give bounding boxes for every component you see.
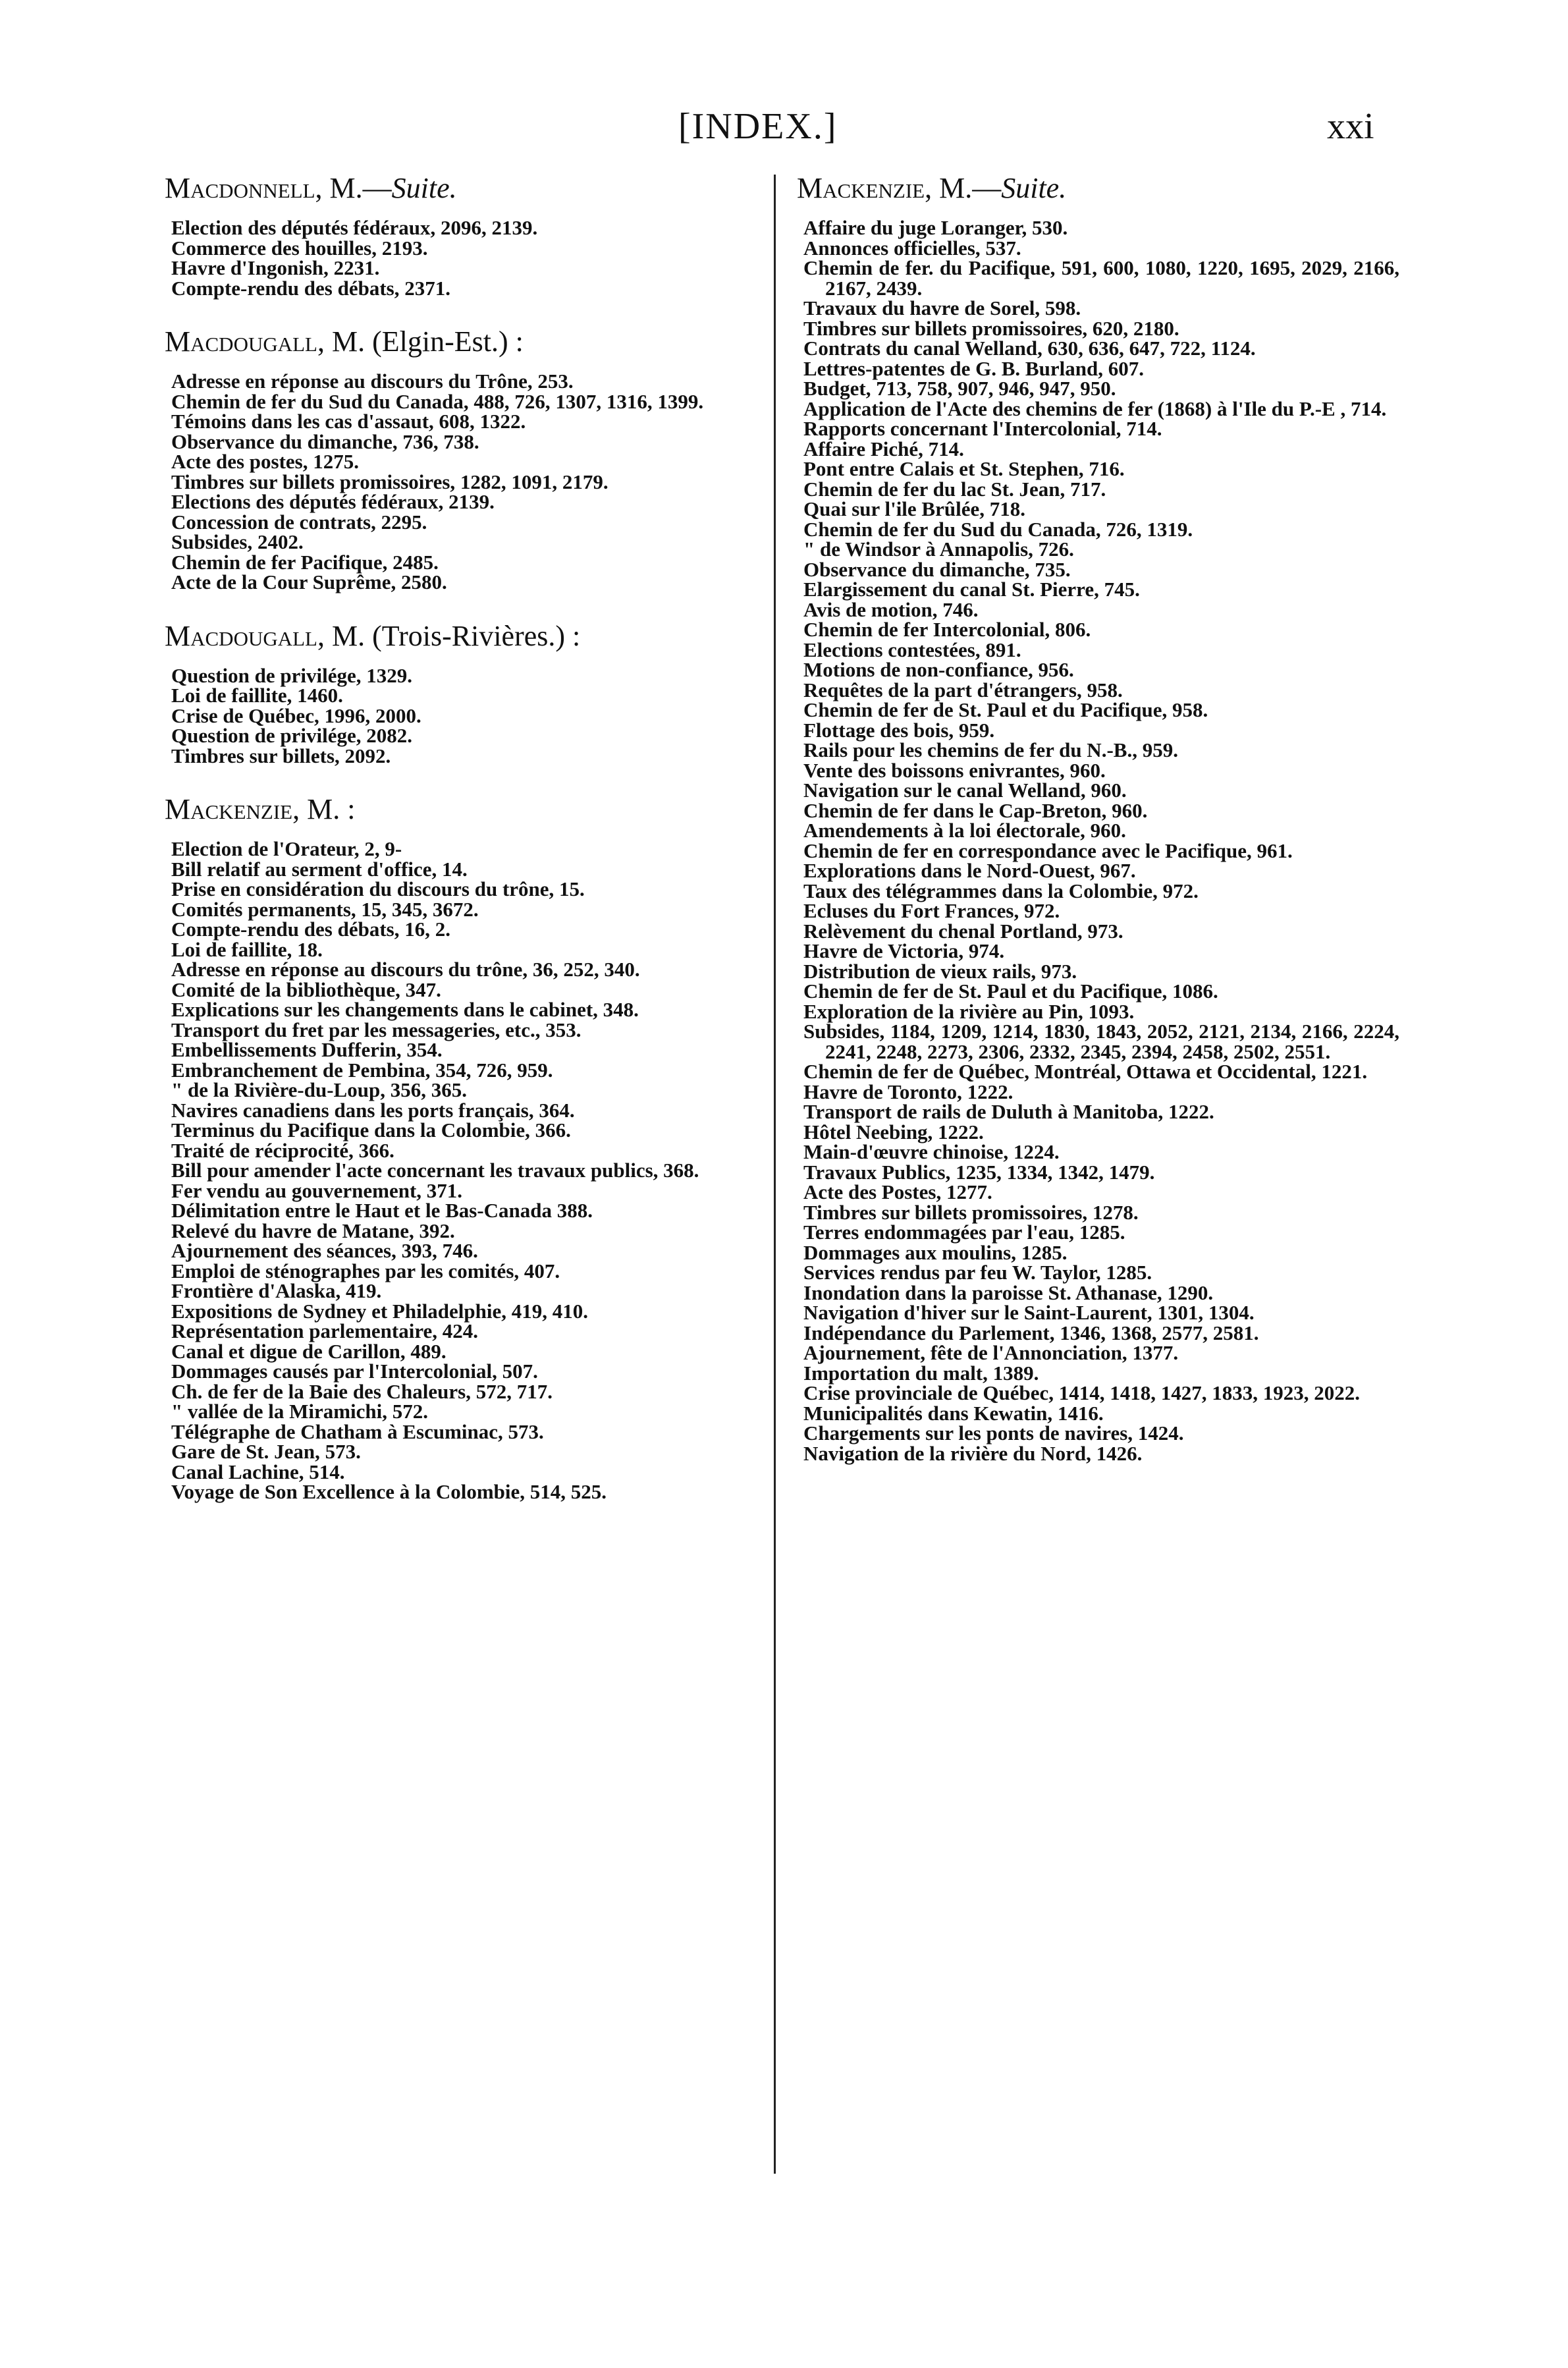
index-entry: Quai sur l'ile Brûlée, 718.: [803, 497, 1025, 520]
index-entry: Canal et digue de Carillon, 489.: [171, 1339, 446, 1363]
heading-name: Mackenzie, M.: [165, 793, 340, 825]
index-entry: Amendements à la loi électorale, 960.: [803, 819, 1126, 842]
entry-list: [171, 663, 764, 767]
index-entry: Acte des Postes, 1277.: [803, 1180, 992, 1203]
index-entry: Rails pour les chemins de fer du N.-B., 959.: [803, 738, 1178, 761]
index-section: [797, 171, 1399, 1465]
index-entry: Voyage de Son Excellence à la Colombie, 514, 525.: [171, 1480, 607, 1503]
heading-qualifier: Suite.: [391, 172, 457, 204]
index-entry: Embellissements Dufferin, 354.: [171, 1038, 443, 1061]
page-number: xxi: [1327, 106, 1374, 147]
entry-list: [803, 218, 1399, 1464]
index-entry: Timbres sur billets promissoires, 1278.: [803, 1200, 1139, 1224]
entry-list: [171, 218, 764, 298]
index-entry: Explorations dans le Nord-Ouest, 967.: [803, 859, 1136, 882]
index-entry: Traité de réciprocité, 366.: [171, 1138, 394, 1162]
index-entry: Observance du dimanche, 736, 738.: [171, 429, 479, 453]
index-entry: Travaux du havre de Sorel, 598.: [803, 296, 1081, 319]
index-entry: Requêtes de la part d'étrangers, 958.: [803, 678, 1123, 702]
heading-suffix: (Elgin-Est.) :: [365, 325, 524, 358]
index-entry: Chemin de fer Intercolonial, 806.: [803, 618, 1091, 641]
index-entry: Relevé du havre de Matane, 392.: [171, 1219, 455, 1242]
heading-suffix: :: [340, 793, 356, 825]
index-entry: Subsides, 2402.: [171, 530, 304, 553]
index-entry: Transport du fret par les messageries, etc., 353.: [171, 1018, 581, 1041]
index-entry: Timbres sur billets promissoires, 1282, 1091, 2179.: [171, 470, 608, 493]
index-entry: Contrats du canal Welland, 630, 636, 647, 722, 1124.: [803, 337, 1256, 360]
heading-suffix: (Trois-Rivières.) :: [365, 619, 581, 652]
index-entry: Indépendance du Parlement, 1346, 1368, 2577, 2581.: [803, 1321, 1259, 1344]
index-entry: Annonces officielles, 537.: [803, 236, 1021, 260]
index-entry: " de Windsor à Annapolis, 726.: [803, 537, 1074, 561]
heading-suffix: —: [972, 172, 1002, 204]
index-entry: Travaux Publics, 1235, 1334, 1342, 1479.: [803, 1160, 1155, 1184]
heading-name: Mackenzie, M.: [797, 172, 973, 204]
index-entry: Timbres sur billets promissoires, 620, 2180.: [803, 316, 1179, 340]
index-entry: Chemin de fer en correspondance avec le Pacifique, 961.: [803, 839, 1293, 862]
index-entry: Affaire Piché, 714.: [803, 437, 964, 460]
index-entry: Question de privilége, 1329.: [171, 663, 412, 687]
index-entry: " vallée de la Miramichi, 572.: [171, 1400, 428, 1423]
index-entry: Election des députés fédéraux, 2096, 2139.: [171, 216, 538, 239]
entry-list: [171, 372, 764, 593]
index-entry: Fer vendu au gouvernement, 371.: [171, 1178, 463, 1202]
index-entry: Chemin de fer de St. Paul et du Pacifique, 958.: [803, 698, 1208, 721]
index-entry: Transport de rails de Duluth à Manitoba, 1222.: [803, 1100, 1214, 1123]
left-column: [165, 171, 764, 1529]
index-entry: Crise provinciale de Québec, 1414, 1418, 1427, 1833, 1923, 2022.: [803, 1381, 1360, 1404]
index-entry: Chemin de fer dans le Cap-Breton, 960.: [803, 798, 1148, 822]
index-entry: Comité de la bibliothèque, 347.: [171, 977, 441, 1001]
index-entry: Télégraphe de Chatham à Escuminac, 573.: [171, 1419, 544, 1443]
index-entry: Hôtel Neebing, 1222.: [803, 1120, 984, 1143]
index-entry: Terminus du Pacifique dans la Colombie, 366.: [171, 1118, 571, 1142]
index-entry: Motions de non-confiance, 956.: [803, 658, 1074, 681]
index-entry: Adresse en réponse au discours du Trône, 253.: [171, 370, 574, 393]
index-entry: Témoins dans les cas d'assaut, 608, 1322.: [171, 410, 526, 433]
index-entry: Ajournement, fête de l'Annonciation, 1377.: [803, 1341, 1179, 1364]
index-entry: Loi de faillite, 18.: [171, 937, 323, 961]
index-entry: Ch. de fer de la Baie des Chaleurs, 572, 717.: [171, 1379, 553, 1403]
right-column: [797, 171, 1399, 1490]
index-entry: Havre d'Ingonish, 2231.: [171, 256, 380, 279]
index-entry: Emploi de sténographes par les comités, 407.: [171, 1259, 560, 1282]
index-entry: Rapports concernant l'Intercolonial, 714.: [803, 417, 1162, 440]
heading-name: Macdonnell, M.: [165, 172, 363, 204]
index-entry: Chemin de fer de St. Paul et du Pacifique, 1086.: [803, 979, 1218, 1003]
index-entry: Représentation parlementaire, 424.: [171, 1319, 479, 1342]
index-entry: Acte des postes, 1275.: [171, 450, 359, 473]
index-entry: Commerce des houilles, 2193.: [171, 236, 428, 260]
index-entry: Chemin de fer Pacifique, 2485.: [171, 550, 439, 574]
index-entry: Bill pour amender l'acte concernant les travaux publics, 368.: [171, 1159, 699, 1182]
index-entry: Exploration de la rivière au Pin, 1093.: [803, 999, 1135, 1023]
index-entry: Explications sur les changements dans le cabinet, 348.: [171, 998, 639, 1021]
index-entry: Services rendus par feu W. Taylor, 1285.: [803, 1261, 1152, 1284]
index-entry: Embranchement de Pembina, 354, 726, 959.: [171, 1058, 553, 1082]
index-entry: Ecluses du Fort Frances, 972.: [803, 899, 1060, 922]
heading-name: Macdougall, M.: [165, 325, 365, 358]
index-entry: Acte de la Cour Suprême, 2580.: [171, 570, 447, 593]
section-heading: [797, 171, 1399, 205]
index-entry: Chargements sur les ponts de navires, 1424.: [803, 1421, 1184, 1445]
index-entry: Compte-rendu des débats, 16, 2.: [171, 918, 450, 941]
index-entry: Relèvement du chenal Portland, 973.: [803, 919, 1123, 943]
heading-name: Macdougall, M.: [165, 619, 365, 652]
index-entry: Navigation d'hiver sur le Saint-Laurent, 1301, 1304.: [803, 1301, 1255, 1324]
index-entry: Comités permanents, 15, 345, 3672.: [171, 897, 479, 921]
index-entry: " de la Rivière-du-Loup, 356, 365.: [171, 1078, 467, 1101]
index-entry: Canal Lachine, 514.: [171, 1460, 345, 1483]
index-entry: Navires canadiens dans les ports français, 364.: [171, 1098, 575, 1122]
index-entry: Lettres-patentes de G. B. Burland, 607.: [803, 356, 1144, 380]
index-entry: Bill relatif au serment d'office, 14.: [171, 857, 468, 881]
index-entry: Question de privilége, 2082.: [171, 724, 412, 747]
index-entry: Concession de contrats, 2295.: [171, 510, 427, 534]
index-section: [165, 792, 764, 1503]
index-entry: Navigation de la rivière du Nord, 1426.: [803, 1441, 1143, 1465]
index-entry: Vente des boissons enivrantes, 960.: [803, 758, 1106, 782]
index-entry: Chemin de fer du Sud du Canada, 726, 1319.: [803, 517, 1193, 541]
index-entry: Flottage des bois, 959.: [803, 718, 995, 742]
index-entry: Frontière d'Alaska, 419.: [171, 1279, 382, 1302]
index-entry: Délimitation entre le Haut et le Bas-Canada 388.: [171, 1199, 593, 1222]
entry-list: [171, 839, 764, 1502]
index-entry: Avis de motion, 746.: [803, 597, 979, 621]
index-entry: Havre de Victoria, 974.: [803, 939, 1005, 962]
index-entry: Timbres sur billets, 2092.: [171, 744, 391, 767]
heading-qualifier: Suite.: [1001, 172, 1067, 204]
section-heading: [165, 792, 764, 826]
index-entry: Dommages aux moulins, 1285.: [803, 1240, 1068, 1264]
index-entry: Inondation dans la paroisse St. Athanase, 1290.: [803, 1280, 1214, 1304]
index-section: [165, 325, 764, 593]
index-entry: Adresse en réponse au discours du trône, 36, 252, 340.: [171, 958, 640, 981]
page-title: [INDEX.]: [678, 106, 838, 147]
index-entry: Taux des télégrammes dans la Colombie, 972.: [803, 879, 1199, 902]
index-entry: Gare de St. Jean, 573.: [171, 1440, 361, 1463]
index-entry: Chemin de fer du Sud du Canada, 488, 726, 1307, 1316, 1399.: [171, 389, 704, 413]
index-entry: Subsides, 1184, 1209, 1214, 1830, 1843, 2052, 2121, 2134, 2166, 2224, 2241, 2248, 2273, 2306, 2332, 2345, 2394, 2458, 2502, 2551.: [803, 1020, 1399, 1063]
index-entry: Ajournement des séances, 393, 746.: [171, 1239, 478, 1262]
section-heading: [165, 325, 764, 358]
index-entry: Crise de Québec, 1996, 2000.: [171, 703, 421, 727]
index-entry: Loi de faillite, 1460.: [171, 684, 343, 707]
index-entry: Navigation sur le canal Welland, 960.: [803, 779, 1127, 802]
section-heading: [165, 619, 764, 653]
index-entry: Terres endommagées par l'eau, 1285.: [803, 1221, 1125, 1244]
index-entry: Expositions de Sydney et Philadelphie, 419, 410.: [171, 1299, 589, 1323]
index-entry: Chemin de fer. du Pacifique, 591, 600, 1080, 1220, 1695, 2029, 2166, 2167, 2439.: [803, 256, 1399, 300]
index-entry: Main-d'œuvre chinoise, 1224.: [803, 1140, 1060, 1163]
index-entry: Compte-rendu des débats, 2371.: [171, 276, 450, 300]
index-entry: Municipalités dans Kewatin, 1416.: [803, 1401, 1104, 1425]
index-entry: Pont entre Calais et St. Stephen, 716.: [803, 457, 1125, 480]
index-entry: Prise en considération du discours du trône, 15.: [171, 877, 585, 900]
index-entry: Havre de Toronto, 1222.: [803, 1080, 1014, 1103]
index-entry: Elections contestées, 891.: [803, 638, 1021, 661]
index-section: [165, 171, 764, 300]
index-entry: Observance du dimanche, 735.: [803, 557, 1071, 581]
heading-suffix: —: [362, 172, 392, 204]
index-entry: Application de l'Acte des chemins de fer (1868) à l'Ile du P.-E , 714.: [803, 397, 1387, 420]
index-section: [165, 619, 764, 767]
index-entry: Importation du malt, 1389.: [803, 1361, 1039, 1385]
column-divider: [774, 175, 776, 2174]
index-entry: Budget, 713, 758, 907, 946, 947, 950.: [803, 377, 1116, 400]
index-entry: Dommages causés par l'Intercolonial, 507.: [171, 1360, 538, 1383]
index-entry: Election de l'Orateur, 2, 9-: [171, 837, 402, 860]
index-entry: Affaire du juge Loranger, 530.: [803, 216, 1068, 239]
index-entry: Elections des députés fédéraux, 2139.: [171, 490, 495, 513]
index-entry: Distribution de vieux rails, 973.: [803, 959, 1077, 983]
section-heading: [165, 171, 764, 205]
index-entry: Chemin de fer du lac St. Jean, 717.: [803, 477, 1106, 501]
index-entry: Chemin de fer de Québec, Montréal, Ottawa et Occidental, 1221.: [803, 1060, 1368, 1083]
index-entry: Elargissement du canal St. Pierre, 745.: [803, 578, 1140, 601]
